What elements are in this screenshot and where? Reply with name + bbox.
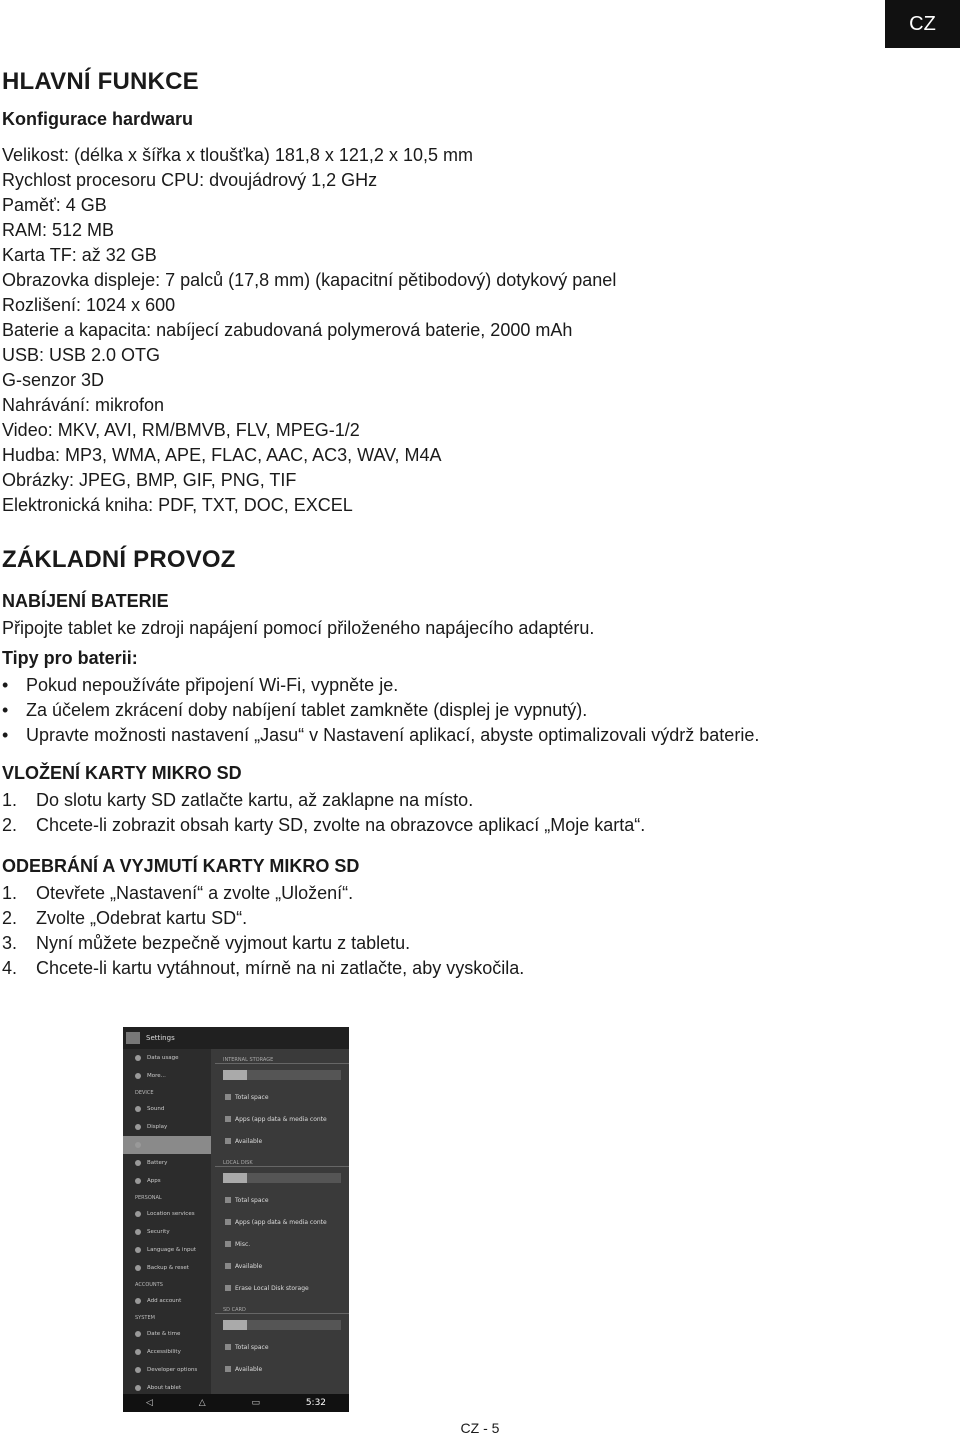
settings-menu-item[interactable] <box>123 1361 211 1379</box>
storage-color-swatch <box>225 1197 231 1203</box>
menu-item-label: Location services <box>147 1211 195 1217</box>
spec-list <box>2 143 932 518</box>
menu-item-label: About tablet <box>147 1385 182 1391</box>
battery-tips-title: Tipy pro baterii: <box>2 648 138 668</box>
settings-menu-item[interactable] <box>123 1049 211 1067</box>
menu-item-icon <box>135 1178 141 1184</box>
settings-titlebar <box>123 1027 349 1049</box>
tablet-settings-screenshot <box>123 1027 349 1412</box>
settings-menu-header: PERSONAL <box>135 1194 162 1201</box>
remove-sd-steps <box>2 881 932 981</box>
storage-item-label: Misc. <box>235 1240 251 1248</box>
menu-item-label: Security <box>147 1229 170 1235</box>
charging-text: Připojte tablet ke zdroji napájení pomocí přiloženého napájecího adaptéru. <box>2 618 595 638</box>
menu-item-icon <box>135 1349 141 1355</box>
step-number: 1. <box>2 883 18 903</box>
storage-section-header: SD CARD <box>215 1299 349 1314</box>
storage-item-label: Available <box>235 1262 263 1270</box>
storage-color-swatch <box>225 1263 231 1269</box>
step-number: 3. <box>2 933 18 953</box>
spec-line: Baterie a kapacita: nabíjecí zabudovaná polymerová baterie, 2000 mAh <box>2 320 573 340</box>
menu-item-icon <box>135 1331 141 1337</box>
step-number: 2. <box>2 908 18 928</box>
storage-item-label: Total space <box>235 1093 269 1101</box>
menu-item-icon <box>135 1124 141 1130</box>
menu-item-label: Data usage <box>147 1055 179 1061</box>
step-text: Chcete-li zobrazit obsah karty SD, zvolte na obrazovce aplikací „Moje karta“. <box>36 815 646 835</box>
settings-menu-header: DEVICE <box>135 1089 154 1096</box>
spec-line: Elektronická kniha: PDF, TXT, DOC, EXCEL <box>2 495 353 515</box>
storage-usage-bar <box>223 1070 341 1080</box>
menu-item-label: More... <box>147 1073 166 1079</box>
spec-line: G-senzor 3D <box>2 370 105 390</box>
menu-item-icon <box>135 1106 141 1112</box>
menu-item-label: Developer options <box>147 1367 198 1373</box>
step-item <box>2 931 932 956</box>
charging-title: NABÍJENÍ BATERIE <box>2 591 169 611</box>
storage-item-label: Apps (app data & media conte <box>235 1115 327 1123</box>
storage-item-label: Erase Local Disk storage <box>235 1284 309 1292</box>
page-content <box>2 62 932 981</box>
spec-line: Paměť: 4 GB <box>2 195 107 215</box>
settings-menu-item[interactable] <box>123 1118 211 1136</box>
menu-item-label: Apps <box>147 1178 161 1184</box>
settings-menu-item[interactable] <box>123 1136 211 1154</box>
spec-line: RAM: 512 MB <box>2 220 115 240</box>
menu-item-icon <box>135 1247 141 1253</box>
storage-item <box>215 1255 349 1277</box>
settings-menu-item[interactable] <box>123 1205 211 1223</box>
spec-line: Hudba: MP3, WMA, APE, FLAC, AAC, AC3, WAV, M4A <box>2 445 442 465</box>
storage-item <box>215 1130 349 1152</box>
menu-item-icon <box>135 1160 141 1166</box>
settings-menu-item[interactable] <box>123 1067 211 1085</box>
tip-item: • Pokud nepoužíváte připojení Wi-Fi, vypněte je. <box>2 673 932 698</box>
storage-item <box>215 1336 349 1358</box>
menu-item-icon <box>135 1055 141 1061</box>
storage-color-swatch <box>225 1116 231 1122</box>
settings-menu <box>123 1049 211 1394</box>
home-icon: △ <box>198 1398 206 1408</box>
tip-item: • Za účelem zkrácení doby nabíjení tablet zamkněte (displej je vypnutý). <box>2 698 932 723</box>
storage-item <box>215 1358 349 1380</box>
menu-item-icon <box>135 1073 141 1079</box>
insert-sd-title: VLOŽENÍ KARTY MIKRO SD <box>2 763 242 783</box>
menu-item-icon <box>135 1211 141 1217</box>
step-item <box>2 813 932 838</box>
storage-item <box>215 1277 349 1299</box>
spec-line: Karta TF: až 32 GB <box>2 245 157 265</box>
storage-item <box>215 1086 349 1108</box>
menu-item-label: Backup & reset <box>147 1265 189 1271</box>
menu-item-label: Battery <box>147 1160 168 1166</box>
spec-line: USB: USB 2.0 OTG <box>2 345 161 365</box>
storage-item-label: Available <box>235 1137 263 1145</box>
back-icon: ◁ <box>145 1398 153 1408</box>
step-text: Otevřete „Nastavení“ a zvolte „Uložení“. <box>36 883 354 903</box>
settings-menu-item[interactable] <box>123 1154 211 1172</box>
storage-usage-fill <box>223 1320 247 1330</box>
spec-line: Obrázky: JPEG, BMP, GIF, PNG, TIF <box>2 470 297 490</box>
step-text: Zvolte „Odebrat kartu SD“. <box>36 908 248 928</box>
storage-usage-fill <box>223 1070 247 1080</box>
menu-item-label: Display <box>147 1124 168 1130</box>
storage-color-swatch <box>225 1366 231 1372</box>
settings-menu-header: SYSTEM <box>135 1314 155 1321</box>
storage-item-label: Total space <box>235 1343 269 1351</box>
settings-menu-item[interactable] <box>123 1241 211 1259</box>
storage-item <box>215 1108 349 1130</box>
storage-color-swatch <box>225 1094 231 1100</box>
storage-color-swatch <box>225 1219 231 1225</box>
battery-tips-list <box>2 673 932 748</box>
menu-item-icon <box>135 1142 141 1148</box>
storage-usage-fill <box>223 1173 247 1183</box>
section-title-basic-operation: ZÁKLADNÍ PROVOZ <box>2 546 236 573</box>
storage-section-header: LOCAL DISK <box>215 1152 349 1167</box>
settings-title: Settings <box>146 1034 175 1042</box>
menu-item-label: Language & input <box>147 1247 197 1253</box>
storage-item <box>215 1189 349 1211</box>
storage-usage-bar <box>223 1173 341 1183</box>
menu-item-icon <box>135 1229 141 1235</box>
step-number: 1. <box>2 790 18 810</box>
spec-line: Obrazovka displeje: 7 palců (17,8 mm) (kapacitní pětibodový) dotykový panel <box>2 270 617 290</box>
spec-line: Rychlost procesoru CPU: dvoujádrový 1,2 GHz <box>2 170 378 190</box>
settings-menu-item[interactable] <box>123 1172 211 1190</box>
recent-apps-icon: ▭ <box>251 1398 260 1408</box>
settings-menu-item[interactable] <box>123 1325 211 1343</box>
step-item <box>2 906 932 931</box>
menu-item-label: Accessibility <box>147 1349 181 1355</box>
menu-item-label: Sound <box>147 1106 165 1112</box>
section-title-main-features: HLAVNÍ FUNKCE <box>2 68 199 95</box>
storage-item-label: Apps (app data & media conte <box>235 1218 327 1226</box>
spec-line: Velikost: (délka x šířka x tloušťka) 181,8 x 121,2 x 10,5 mm <box>2 145 473 165</box>
step-item <box>2 956 932 981</box>
page-number: CZ - 5 <box>460 1420 500 1436</box>
step-number: 4. <box>2 958 18 978</box>
settings-menu-item[interactable] <box>123 1259 211 1277</box>
clock: 5:32 <box>305 1398 327 1408</box>
step-text: Do slotu karty SD zatlačte kartu, až zaklapne na místo. <box>36 790 474 810</box>
settings-menu-item[interactable] <box>123 1292 211 1310</box>
spec-line: Video: MKV, AVI, RM/BMVB, FLV, MPEG-1/2 <box>2 420 360 440</box>
storage-color-swatch <box>225 1344 231 1350</box>
storage-color-swatch <box>225 1138 231 1144</box>
menu-item-label: Date & time <box>147 1331 181 1337</box>
storage-item <box>215 1233 349 1255</box>
tip-item: • Upravte možnosti nastavení „Jasu“ v Nastavení aplikací, abyste optimalizovali výdrž baterie. <box>2 723 932 748</box>
spec-line: Nahrávání: mikrofon <box>2 395 165 415</box>
system-nav-bar <box>123 1394 349 1412</box>
step-text: Chcete-li kartu vytáhnout, mírně na ni zatlačte, aby vyskočila. <box>36 958 525 978</box>
menu-item-icon <box>135 1298 141 1304</box>
storage-item-label: Total space <box>235 1196 269 1204</box>
remove-sd-title: ODEBRÁNÍ A VYJMUTÍ KARTY MIKRO SD <box>2 856 360 876</box>
storage-usage-bar <box>223 1320 341 1330</box>
hardware-config-title: Konfigurace hardwaru <box>2 109 194 129</box>
settings-menu-header: ACCOUNTS <box>135 1281 163 1288</box>
menu-item-icon <box>135 1385 141 1391</box>
storage-item <box>215 1211 349 1233</box>
settings-menu-item[interactable] <box>123 1223 211 1241</box>
storage-section-header: INTERNAL STORAGE <box>215 1049 349 1064</box>
settings-menu-item[interactable] <box>123 1100 211 1118</box>
storage-item-label: Available <box>235 1365 263 1373</box>
menu-item-label: Add account <box>147 1298 182 1304</box>
step-item <box>2 788 932 813</box>
settings-icon <box>126 1032 140 1044</box>
settings-menu-item[interactable] <box>123 1343 211 1361</box>
menu-item-icon <box>135 1367 141 1373</box>
storage-color-swatch <box>225 1241 231 1247</box>
storage-panel <box>215 1049 349 1394</box>
step-text: Nyní můžete bezpečně vyjmout kartu z tabletu. <box>36 933 411 953</box>
storage-color-swatch <box>225 1285 231 1291</box>
step-item <box>2 881 932 906</box>
spec-line: Rozlišení: 1024 x 600 <box>2 295 176 315</box>
menu-item-icon <box>135 1265 141 1271</box>
language-badge: CZ <box>885 0 960 48</box>
insert-sd-steps <box>2 788 932 838</box>
step-number: 2. <box>2 815 18 835</box>
